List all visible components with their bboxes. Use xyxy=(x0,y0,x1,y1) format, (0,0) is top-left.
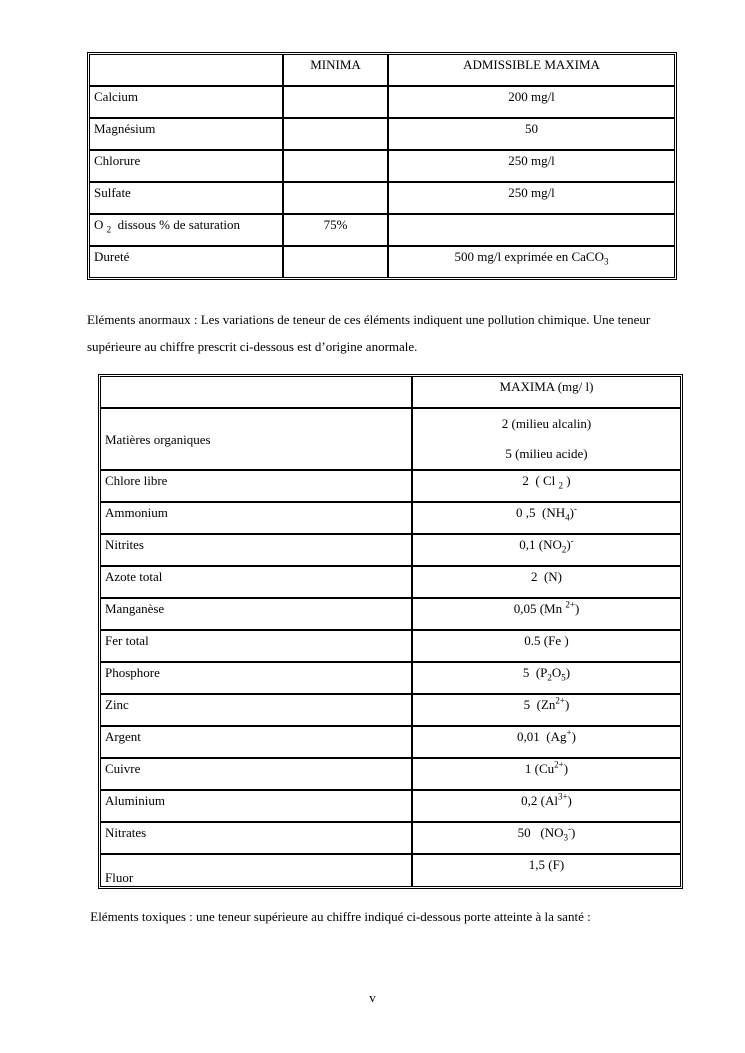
max-value xyxy=(412,694,681,726)
max-value xyxy=(412,598,681,630)
table-row xyxy=(100,726,681,758)
header-cell: MAXIMA (mg/ l) xyxy=(412,376,681,408)
subscript: 2 xyxy=(547,672,552,683)
element-name: Argent xyxy=(100,726,412,758)
table-row xyxy=(100,758,681,790)
table-row xyxy=(100,790,681,822)
text-part: 2 ( Cl xyxy=(522,473,559,488)
superscript: 2+ xyxy=(555,695,565,706)
text-part: 5 (P xyxy=(522,665,548,680)
table-row xyxy=(89,182,675,214)
table-row xyxy=(100,854,681,887)
value-line: 2 (milieu alcalin) xyxy=(501,416,592,431)
table-row xyxy=(100,662,681,694)
table-header-row xyxy=(100,376,681,408)
text-part: dissous % de saturation xyxy=(111,217,241,232)
superscript: 3+ xyxy=(557,791,568,802)
standards-table xyxy=(87,52,677,280)
superscript: - xyxy=(568,823,571,834)
table-row xyxy=(100,566,681,598)
element-name: Cuivre xyxy=(100,758,412,790)
max-value xyxy=(412,630,681,662)
text-part: ) xyxy=(571,825,576,840)
element-name: Dureté xyxy=(89,246,283,278)
table-row xyxy=(100,470,681,502)
table-row xyxy=(100,534,681,566)
page-number: v xyxy=(369,990,376,1005)
max-value xyxy=(412,408,681,470)
table-row xyxy=(89,214,675,246)
element-name: Calcium xyxy=(89,86,283,118)
element-name: Matières organiques xyxy=(100,408,412,470)
max-value: 250 mg/l xyxy=(388,182,675,214)
text-part: 0 ,5 (NH xyxy=(516,505,566,520)
abnormal-elements-paragraph: Eléments anormaux : Les variations de teneur de ces éléments indiquent une pollution chimique. Une teneur supérieure au chiffre prescrit ci-dessous est d’origine anormale. xyxy=(87,312,651,354)
element-name: Fer total xyxy=(100,630,412,662)
table-row xyxy=(100,822,681,854)
element-name: Magnésium xyxy=(89,118,283,150)
text-part: ) xyxy=(565,665,571,680)
header-cell: MINIMA xyxy=(283,54,388,86)
max-value: 200 mg/l xyxy=(388,86,675,118)
element-name: Sulfate xyxy=(89,182,283,214)
min-value xyxy=(283,182,388,214)
min-value: 75% xyxy=(283,214,388,246)
text-part: 50 (NO xyxy=(517,825,564,840)
value-line: 5 (milieu acide) xyxy=(505,446,588,461)
text-part: 0,2 (Al xyxy=(521,793,558,808)
table-row xyxy=(89,246,675,278)
min-value xyxy=(283,150,388,182)
element-name: Chlorure xyxy=(89,150,283,182)
element-name: Azote total xyxy=(100,566,412,598)
table-row xyxy=(100,502,681,534)
element-name: Aluminium xyxy=(100,790,412,822)
max-value xyxy=(412,822,681,854)
superscript: + xyxy=(566,727,572,738)
text-part: ) xyxy=(563,761,569,776)
table-row xyxy=(89,118,675,150)
text-part: ) xyxy=(574,601,580,616)
max-value xyxy=(412,790,681,822)
min-value xyxy=(283,118,388,150)
element-name: Manganèse xyxy=(100,598,412,630)
table-row xyxy=(100,694,681,726)
abnormal-elements-table xyxy=(98,374,683,889)
table-row xyxy=(100,408,681,470)
subscript: 2 xyxy=(561,544,567,555)
min-value xyxy=(283,246,388,278)
element-name: Nitrates xyxy=(100,822,412,854)
table-row xyxy=(89,86,675,118)
element-name: Ammonium xyxy=(100,502,412,534)
subscript: 2 xyxy=(106,224,112,235)
max-value: 250 mg/l xyxy=(388,150,675,182)
text-part: 0.5 (Fe ) xyxy=(524,633,569,648)
header-cell xyxy=(89,54,283,86)
text-part: 0,05 (Mn xyxy=(513,601,566,616)
max-value xyxy=(412,758,681,790)
superscript: - xyxy=(570,535,574,546)
max-value xyxy=(412,726,681,758)
text-part: 1 (Cu xyxy=(524,761,555,776)
header-cell xyxy=(100,376,412,408)
max-value xyxy=(412,662,681,694)
element-name: Nitrites xyxy=(100,534,412,566)
text-part: 5 (Zn xyxy=(523,697,556,712)
text-part: ) xyxy=(563,473,571,488)
min-value xyxy=(283,86,388,118)
text-part: 2 (N) xyxy=(530,569,563,584)
text-part: 500 mg/l exprimée en CaCO xyxy=(454,249,604,264)
text-part: O xyxy=(551,665,562,680)
toxic-elements-paragraph: Eléments toxiques : une teneur supérieure au chiffre indiqué ci-dessous porte atteinte à la santé : xyxy=(87,909,591,924)
element-name: Zinc xyxy=(100,694,412,726)
text-part: 0,1 (NO xyxy=(519,537,562,552)
table-row xyxy=(100,598,681,630)
superscript: 2+ xyxy=(554,759,564,770)
max-value xyxy=(412,502,681,534)
subscript: 3 xyxy=(563,832,568,843)
max-value xyxy=(388,214,675,246)
superscript: 2+ xyxy=(565,599,575,610)
subscript: 2 xyxy=(558,480,564,491)
max-value xyxy=(388,246,675,278)
element-name xyxy=(89,214,283,246)
text-part: ) xyxy=(565,697,570,712)
table-header-row xyxy=(89,54,675,86)
subscript: 4 xyxy=(565,512,570,523)
text-part: ) xyxy=(569,505,574,520)
max-value: 1,5 (F) xyxy=(412,854,681,887)
max-value xyxy=(412,534,681,566)
text-part: ) xyxy=(566,537,571,552)
element-name: Chlore libre xyxy=(100,470,412,502)
max-value: 50 xyxy=(388,118,675,150)
text-part: O xyxy=(94,217,104,232)
table-row xyxy=(89,150,675,182)
superscript: - xyxy=(573,503,577,514)
subscript: 5 xyxy=(561,672,566,683)
text-part: 0,01 (Ag xyxy=(517,729,567,744)
subscript: 3 xyxy=(603,256,609,267)
element-name: Phosphore xyxy=(100,662,412,694)
header-cell: ADMISSIBLE MAXIMA xyxy=(388,54,675,86)
max-value xyxy=(412,470,681,502)
max-value xyxy=(412,566,681,598)
element-name: Fluor xyxy=(100,854,412,887)
text-part: ) xyxy=(567,793,572,808)
text-part: ) xyxy=(571,729,576,744)
table-row xyxy=(100,630,681,662)
